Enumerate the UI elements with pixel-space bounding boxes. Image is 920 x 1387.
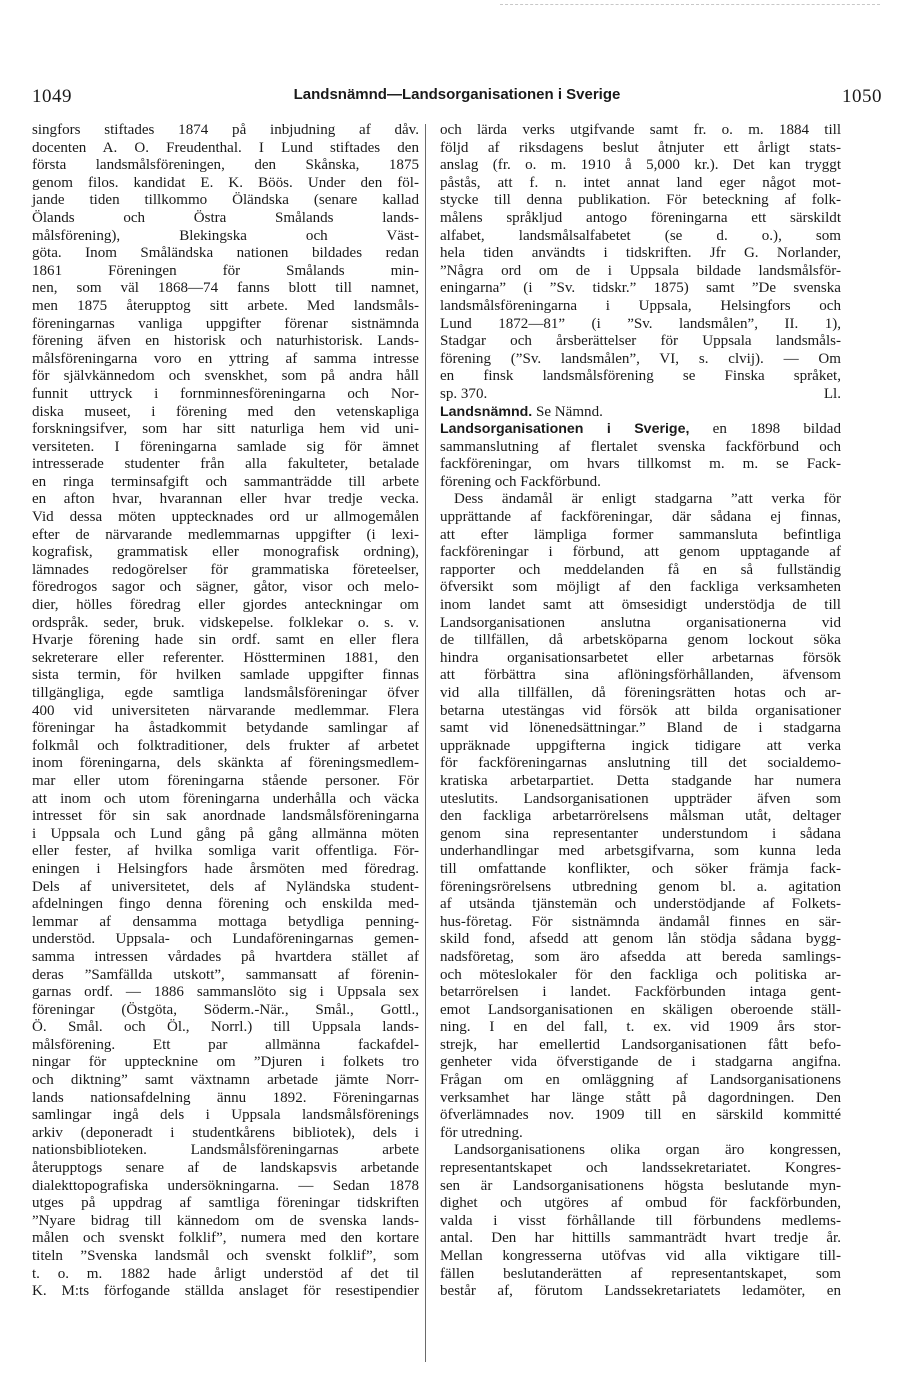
text-line: genheter vida öfverstigande de i stadgarna angifna. [440,1054,841,1071]
page-number-left: 1049 [32,86,72,107]
text-line: målsförening. Ett par allmänna fackafdel- [32,1036,419,1053]
text-line: föreningsrörelsens utbredning genom bl. a. agitation [440,878,841,895]
text-line: för utredning. [440,1124,523,1141]
text-line: uppräknade uppgifterna ingick tidigare att verka [440,737,841,754]
text-line: nen, som väl 1868—74 fanns blott till namnet, [32,280,419,297]
text-line: sekreterare eller referenter. Höstterminen 1881, den [32,649,419,666]
text-line: att efter lämpliga former sammansluta befintliga [440,526,841,543]
text-line: efter de närvarande medlemmarnas uppgifter (i lexi- [32,526,419,543]
text-line: lämnades redogörelser för grammatiska företeelser, [32,561,419,578]
entry-landsnamnd [440,404,841,422]
text-line: hindra organisationsarbetet eller arbetarnas försök [440,649,841,666]
text-line: inom landet samt att ömsesidigt understödja de till [440,597,841,614]
text-line: vid alla tillfällen, då föreningsrätten hotas och ar- [440,685,841,701]
text-line: dighet och utgöres af ombud för fackförbunden, [440,1195,841,1212]
text-line: föreningarnas vanliga uppgifter förenar sistnämnda [32,315,419,332]
text-line: representantskapet och landssekretariatet. Kongres- [440,1160,841,1177]
text-line: alfabet, landsmålsalfabetet (se d. o.), som [440,227,841,244]
text-line: Vid dessa möten upptecknades ord ur allmogemålen [32,509,419,526]
text-line: strejk, har emellertid Landsorganisationen fått befo- [440,1036,841,1053]
text-line: men 1875 återupptog sitt arbete. Med landsmåls- [32,297,419,314]
text-line: påstås, att f. n. intet annat land eger något mot- [440,174,841,191]
text-line: förening och Fackförbund. [440,473,601,490]
text-line: K. M:ts förfogande ställda anslaget för resestipendier [32,1283,419,1300]
text-line: och möteslokaler för den fackliga och politiska ar- [440,966,841,983]
paragraph-purpose [440,491,841,1142]
text-line: Dels af universitetet, dels af Nyländska student- [32,878,419,895]
text-line: Frågan om en omläggning af Landsorganisationens [440,1072,841,1089]
text-line: och lärda verks utgifvande samt fr. o. m. 1884 till [440,122,841,138]
entry-landsorganisationen [440,421,841,439]
text-line: arkiv (deponeradt i studentkårens bibliotek), dels i [32,1124,419,1141]
text-line: målens språkljud antogo föreningarna ett särskildt [440,209,841,226]
entry-definition [440,439,841,492]
text-line: Lund 1872—81” (i ”Sv. landsmålen”, II. 1), [440,315,841,332]
text-line: lemmar af densamma mottaga betydliga penning- [32,913,419,930]
text-line: göta. Inom Småländska nationen bildades redan [32,245,419,262]
text-line: eningarna” (i ”Sv. tidskr.” 1875) samt ”De svenska [440,280,841,297]
text-line: deras ”Samfällda utskott”, sammansatt af förenin- [32,966,419,983]
text-line: verksamhet har länge stått på dagordningen. Den [440,1089,841,1106]
text-line: en afton hvar, hvarannan eller hvar tredje vecka. [32,491,419,508]
cross-reference: Se Nämnd. [536,403,603,420]
text-line: för fackföreningarnas anslutning till det socialdemo- [440,755,841,772]
entry-headword: Landsnämnd. [440,403,533,420]
text-line: målsföreningarna voro en yttring af samma intresse [32,350,419,367]
text-line: och diktning” samt växtnamn arbetade jämte Norr- [32,1072,419,1089]
text-line: folkmål och folktraditioner, dels frukter af arbetet [32,737,419,754]
page-number-right: 1050 [842,86,882,107]
text-line: öfverlämnades nov. 1909 till en särskild kommitté [440,1107,841,1124]
text-line: upprättande af fackföreningar, där sådana ej finnas, [440,509,841,526]
text-line: docenten A. O. Freudenthal. I Lund stiftades den [32,139,419,156]
text-line: Ö. Smål. och Öl., Norrl.) till Uppsala lands- [32,1019,419,1036]
text-line: nationsbiblioteken. Landsmålsföreningarnas arbete [32,1142,419,1159]
text-line: består af, förutom Landssekretariatets ledamöter, en [440,1283,841,1300]
text-line: mar eller utom föreningarna stående personer. För [32,772,419,789]
text-line: sen är Landsorganisationens högsta beslutande myn- [440,1177,841,1194]
entry-text: en 1898 bildad [712,421,842,438]
text-line: målsförening), Blekingska och Väst- [32,227,419,244]
text-line: dier, hölles föredrag eller gjordes anteckningar om [32,597,419,614]
text-line: Landsorganisationens olika organ äro kongressen, [454,1142,841,1159]
author-signature: Ll. [823,385,841,402]
text-line: antal. Den har hittills sammanträdt hvart tredje år. [440,1230,841,1247]
text-line: 1861 Föreningen för Smålands min- [32,262,419,279]
text-line: ningar för upptecknine om ”Djuren i folkets tro [32,1054,419,1071]
entry-headword: Landsorganisationen i Sverige, [440,421,690,438]
text-line: Landsorganisationen anslutna organisationerna vid [440,614,841,631]
page-header [32,86,882,110]
text-line: sammanslutning af flertalet svenska fackförbund och [440,438,841,455]
text-line: uteslutits. Landsorganisationen uppträder äfven som [440,790,841,807]
text-line: de tillfällen, då arbetsköparna genom lockout söka [440,632,841,649]
text-line: samma intressen vårdades på hvartdera stället af [32,948,419,965]
text-line: fackföreningar i förbund, att genom upptagande af [440,544,841,561]
text-line: förening äfven en historisk och naturhistorisk. Lands- [32,333,419,350]
text-line: för självkännedom och svenskhet, som på andra håll [32,368,419,385]
text-line: af utsända tjänstemän och understödjande af Folkets- [440,896,841,913]
text-line: inom föreningarna, dels skänkta af föreningsmedlem- [32,755,419,772]
text-line: garnas ordf. — 1886 sammanslöto sig i Uppsala sex [32,984,419,1001]
text-line: skild fond, afsedd att genom lån stödja sådana bygg- [440,931,841,948]
text-line: hus-företag. För sistnämnda ändamål finnes en sär- [440,913,841,930]
text-line: Dess ändamål är enligt stadgarna ”att verka för [454,491,841,508]
text-line: den fackliga arbetarrörelsens målsman utåt, deltager [440,808,841,825]
text-line: föreningar (Östgöta, Söderm.-När., Smål., Gottl., [32,1001,419,1018]
text-line: dialekttopografiska undersökningarna. — Sedan 1878 [32,1177,419,1194]
text-line: att förbättra sina aflöningsförhållanden, äfvensom [440,667,841,684]
text-line: rapporter och meddelanden få en så fullständig [440,561,841,578]
text-line: betarna utestängas vid försök att bilda organisationer [440,702,841,719]
text-line: lands nationsafdelning ännu 1892. Föreningarnas [32,1089,419,1106]
text-line: att inom och utom föreningarna underhålla och väcka [32,790,419,807]
text-line: hela tiden användts i tidskriften. Jfr G. Norlander, [440,245,841,262]
text-line: kografisk, grammatisk eller monografisk ordning), [32,544,419,561]
text-line: versiteten. I föreningarna samlade sig för ämnet [32,438,419,455]
text-line: eningen i Helsingfors hade årsmöten med föredrag. [32,860,419,877]
text-line: forskningsifver, som har sitt naturliga hem vid uni- [32,421,419,438]
text-line: ”Nyare bidrag till kännedom om de svenska lands- [32,1212,419,1229]
column-reference: sp. 370. [440,385,488,402]
paragraph-continued [440,122,841,386]
text-line: öfversikt som möjligt af den fackliga verksamheten [440,579,841,596]
text-line: en finsk landsmålsförening se Finska språket, [440,368,841,385]
text-line: ning. I en del fall, t. ex. vid 1909 års stor- [440,1019,841,1036]
text-line: intresset för sin sak anordnade landsmålsföreningarna [32,808,419,825]
text-line: till omfattande konflikter, och söker främja fack- [440,860,841,877]
text-line: en ringa terminsafgift och sammanträdde till arbete [32,473,419,490]
text-line: landsmålsföreningarna i Uppsala, Helsingfors och [440,297,841,314]
text-line: jande tiden tillkommo Öländska (senare kallad [32,192,419,209]
text-line: valda i visst förhållande till förbundens medlems- [440,1212,841,1229]
text-line: genom sina representanter understundom i sådana [440,825,841,842]
text-line: Stadgar och årsberättelser för Uppsala landsmåls- [440,333,841,350]
text-line: utges på uppdrag af samtliga föreningar tidskriften [32,1195,419,1212]
running-title: Landsnämnd—Landsorganisationen i Sverige [293,86,621,103]
text-line: fällen beslutanderätten af representantskapet, som [440,1265,841,1282]
text-line: Ölands och Östra Smålands lands- [32,209,419,226]
text-line: nadsföretag, som äro afsedda att bereda samlings- [440,948,841,965]
text-line: stycke till denna publikation. För beteckning af folk- [440,192,841,209]
text-line: Hvarje förening hade sin ordf. samt en eller flera [32,632,419,649]
text-line: betarrörelsen i landet. Fackförbunden intaga gent- [440,984,841,1001]
text-line: sista termin, för hvilken samlade uppgifter finnas [32,667,419,684]
text-line: ordspråk. seder, bruk. vidskepelse. folklekar o. s. v. [32,614,419,631]
right-column [440,122,841,1301]
text-line: diska museet, i förening med den vetenskapliga [32,403,419,420]
text-line: kratiska arbetarpartiet. Detta stadgande har numera [440,772,841,789]
text-line: 400 vid universiteten närvarande medlemmar. Flera [32,702,419,719]
text-line: understöd. Uppsala- och Lundaföreningarnas gemen- [32,931,419,948]
text-line: genom filos. kandidat E. K. Böös. Under den föl- [32,174,419,191]
text-line: singfors stiftades 1874 på inbjudning af dåv. [32,122,419,138]
text-line: återupptogs senare af de landskapsvis arbetande [32,1160,419,1177]
text-line: afdelningen fingo denna förening och enskilda med- [32,896,419,913]
text-line: underhandlingar med arbetsgifvarna, som kunna leda [440,843,841,860]
column-divider [425,124,426,1362]
text-line: följd af riksdagens beslut åtnjuter ett årligt stats- [440,139,841,156]
text-line: förening (”Sv. landsmålen”, VI, s. clvij). — Om [440,350,841,367]
text-line: emot Landsorganisationen en skäligen oberoende ställ- [440,1001,841,1018]
left-column [32,122,419,1301]
text-line: föredrogos sagor och sägner, gåtor, visor och melo- [32,579,419,596]
text-line: anslag (fr. o. m. 1910 å 5,000 kr.). Det kan tryggt [440,157,841,174]
text-line: tillgängliga, egde samtliga landsmålsföreningar öfver [32,685,419,701]
text-line: föreningar ha åstadkommit betydande samlingar af [32,720,419,737]
text-line: t. o. m. 1882 hade årligt understöd af det til [32,1265,419,1282]
text-line: målen och svenskt folklif”, numera med den kortare [32,1230,419,1247]
text-line: i Uppsala och Lund gång på gång allmänna möten [32,825,419,842]
paragraph-organs [440,1142,841,1300]
text-line: funnit uttryck i fornminnesföreningarna och Nor- [32,385,419,402]
text-line: ”Några ord om de i Uppsala bildade landsmålsför- [440,262,841,279]
text-line: Mellan kongresserna utöfvas vid alla viktigare till- [440,1248,841,1264]
text-line: intresserade studenter från alla fakulteter, betalade [32,456,419,473]
text-line: första landsmålsföreningen, den Skånska, 1875 [32,157,419,174]
text-line: samt vid lönenedsättningar.” Bland de i stadgarna [440,720,841,737]
text-line [440,386,841,404]
scan-edge-line [500,4,880,6]
text-line: fackföreningar, om hvars tillkomst m. m. se Fack- [440,456,841,473]
text-line: eller fester, af hvilka somliga varit offentliga. För- [32,843,419,860]
text-line: titeln ”Svenska landsmål och svenskt folklif”, som [32,1248,419,1264]
text-line: samlingar ingå dels i Uppsala landsmålsförenings [32,1107,419,1124]
